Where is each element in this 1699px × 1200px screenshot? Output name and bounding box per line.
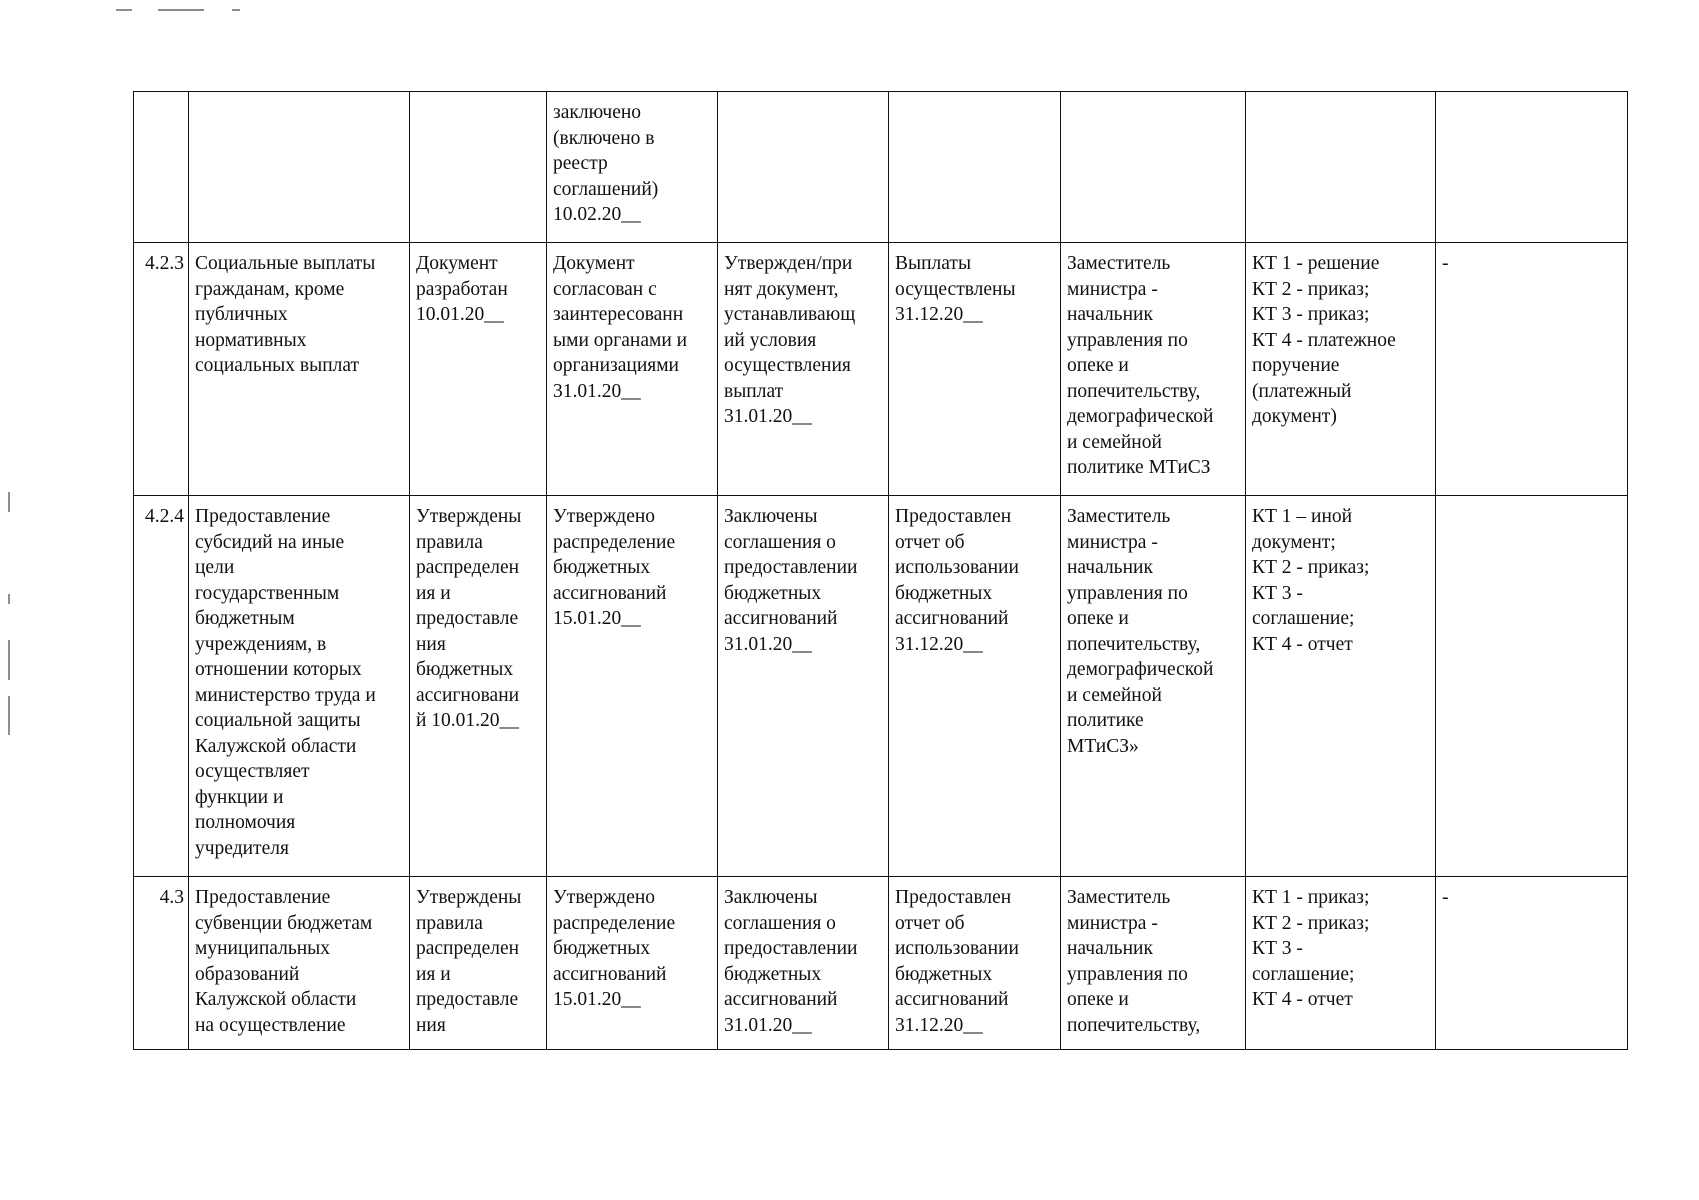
control-point-1-cell — [410, 92, 547, 243]
control-point-1-cell: Документ разработан 10.01.20__ — [410, 243, 547, 496]
note-cell — [1436, 92, 1628, 243]
control-point-4-cell — [889, 92, 1061, 243]
control-point-2-cell: Документ согласован с заинтересованн ыми органами и организациями 31.01.20__ — [547, 243, 718, 496]
note-cell — [1436, 496, 1628, 877]
note-cell: - — [1436, 243, 1628, 496]
control-point-4-cell: Предоставлен отчет об использовании бюджетных ассигнований 31.12.20__ — [889, 877, 1061, 1050]
row-number: 4.2.4 — [134, 496, 189, 877]
responsible-cell: Заместитель министра - начальник управления по опеке и попечительству, демографической и семейной политике МТиСЗ — [1061, 243, 1246, 496]
control-point-2-cell: Утверждено распределение бюджетных ассигнований 15.01.20__ — [547, 877, 718, 1050]
table-row — [134, 92, 1628, 243]
control-point-4-cell: Предоставлен отчет об использовании бюджетных ассигнований 31.12.20__ — [889, 496, 1061, 877]
event-name-cell: Предоставление субвенции бюджетам муниципальных образований Калужской области на осуществление — [189, 877, 410, 1050]
documents-cell: КТ 1 - приказ; КТ 2 - приказ; КТ 3 - соглашение; КТ 4 - отчет — [1246, 877, 1436, 1050]
control-point-3-cell: Утвержден/при нят документ, устанавливающ ий условия осуществления выплат 31.01.20__ — [718, 243, 889, 496]
event-name-cell: Предоставление субсидий на иные цели государственным бюджетным учреждениям, в отношении которых министерство труда и социальной защиты Калужской области осуществляет функции и полномочия учредителя — [189, 496, 410, 877]
row-number: 4.3 — [134, 877, 189, 1050]
documents-cell: КТ 1 – иной документ; КТ 2 - приказ; КТ 3 - соглашение; КТ 4 - отчет — [1246, 496, 1436, 877]
table-row — [134, 496, 1628, 877]
control-point-2-cell: Утверждено распределение бюджетных ассигнований 15.01.20__ — [547, 496, 718, 877]
row-number: 4.2.3 — [134, 243, 189, 496]
documents-cell: КТ 1 - решение КТ 2 - приказ; КТ 3 - приказ; КТ 4 - платежное поручение (платежный документ) — [1246, 243, 1436, 496]
control-point-3-cell: Заключены соглашения о предоставлении бюджетных ассигнований 31.01.20__ — [718, 496, 889, 877]
responsible-cell: Заместитель министра - начальник управления по опеке и попечительству, демографической и семейной политике МТиСЗ» — [1061, 496, 1246, 877]
event-name-cell: Социальные выплаты гражданам, кроме публичных нормативных социальных выплат — [189, 243, 410, 496]
table-row — [134, 243, 1628, 496]
row-number — [134, 92, 189, 243]
event-name-cell — [189, 92, 410, 243]
control-point-1-cell: Утверждены правила распределен ия и предоставле ния — [410, 877, 547, 1050]
responsible-cell — [1061, 92, 1246, 243]
control-point-1-cell: Утверждены правила распределен ия и предоставле ния бюджетных ассигновани й 10.01.20__ — [410, 496, 547, 877]
control-point-3-cell: Заключены соглашения о предоставлении бюджетных ассигнований 31.01.20__ — [718, 877, 889, 1050]
control-point-2-cell: заключено (включено в реестр соглашений) 10.02.20__ — [547, 92, 718, 243]
documents-cell — [1246, 92, 1436, 243]
control-point-3-cell — [718, 92, 889, 243]
table-row — [134, 877, 1628, 1050]
control-point-4-cell: Выплаты осуществлены 31.12.20__ — [889, 243, 1061, 496]
note-cell: - — [1436, 877, 1628, 1050]
responsible-cell: Заместитель министра - начальник управления по опеке и попечительству, — [1061, 877, 1246, 1050]
plan-table — [133, 91, 1628, 1050]
